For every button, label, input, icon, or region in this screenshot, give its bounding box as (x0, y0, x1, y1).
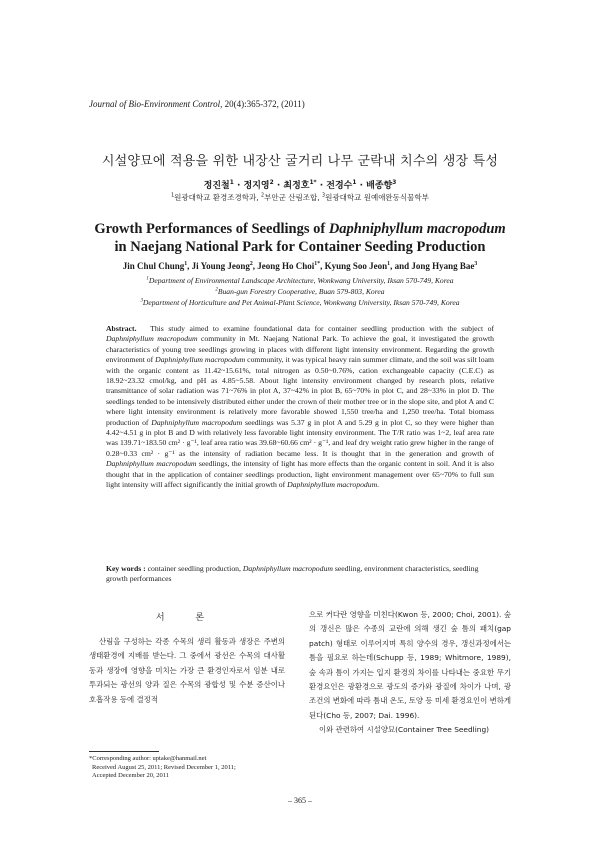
keywords: Key words : container seedling production, Daphniphyllum macropodum seedling, environment characteristics, seedling growth performances (106, 564, 479, 584)
accepted-date: Accepted December 20, 2011 (92, 772, 170, 780)
affiliation-mark: 3 (322, 192, 326, 199)
english-authors: Jin Chul Chung$^1$, Ji Young Jeong$^2$, Jeong Ho Choi$^{1*}$, Kyung Soo Jeon$^1$, and Jong Hyang Bae$^3$ (122, 261, 478, 271)
korean-author-name: 배종향 (366, 181, 393, 191)
author-separator: · (356, 181, 367, 191)
author-affiliation-mark: 1* (309, 180, 317, 186)
korean-affiliations (0, 192, 600, 203)
english-author-name: Kyung Soo Jeon (324, 261, 388, 271)
author-affiliation-mark: 3 (474, 261, 478, 267)
english-title-line1: Growth Performances of Seedlings of (94, 221, 329, 237)
author-affiliation-mark: 2 (249, 261, 253, 267)
received-date: Received August 25, 2011; Revised December 1, 2011; (92, 763, 236, 771)
author-affiliation-mark: 1* (314, 261, 321, 267)
english-title-line2: in Naejang National Park for Container Seeding Production (114, 239, 486, 255)
footnote-divider (89, 751, 159, 752)
author-affiliation-mark: 1 (229, 180, 234, 186)
corresponding-author: *Corresponding author: uptake@hanmail.net (89, 755, 207, 762)
korean-author-name: 정진철 (203, 181, 230, 191)
korean-author-name: 전경수 (326, 181, 353, 191)
abstract-label: Abstract. (106, 324, 137, 333)
english-title-species: Daphniphyllum macropodum (328, 221, 506, 237)
author-affiliation-mark: 3 (392, 180, 397, 186)
right-column (309, 608, 511, 738)
korean-authors (0, 178, 600, 191)
journal-issue: 20(4):365-372, (2011) (224, 99, 305, 109)
author-separator: · (273, 181, 284, 191)
english-title (40, 220, 560, 256)
english-author-name: Ji Young Jeong (191, 261, 250, 271)
korean-author-name: 정지영 (243, 181, 270, 191)
page-number: – 365 – (288, 796, 312, 805)
introduction-body: 산림을 구성하는 각종 수목의 생리 활동과 생장은 주변의 생태환경에 지배를 받는다. 그 중에서 광선은 수목의 대사활동과 생장에 영향을 미치는 가장 큰 환경인자로서 임분 내로 투과되는 광선의 양과 질은 수목의 광합성 및 수분 증산이나 호흡작용 등에 결정적 (89, 637, 285, 704)
section-heading-introduction: 서 론 (155, 613, 219, 623)
author-separator: · (316, 181, 327, 191)
right-column-paragraph-1: 으로 커다란 영향을 미친다(Kwon 등, 2000; Choi, 2001). 숲의 갱신은 많은 수종의 교란에 의해 생긴 숲 틈의 패치(gap patch) 형태로 이루어지며 특히 양수의 경우, 갱신과정에서는 틈을 필요로 하는데(Schupp 등, 1989; Whitmore, 1989), 숲 속과 틈이 가지는 입지 환경의 차이를 나타내는 중요한 무기 환경요인은 광환경으로 광도의 증가와 광질에 차이가 나며, 광 조건의 변화에 따라 틈내 온도, 토양 등 미세 환경요인이 변하게 된다(Cho 등, 2007; Dai. 1996). (309, 610, 511, 720)
abstract: Abstract. This study aimed to examine foundational data for container seedling production with the subject of Daphniphyllum macropodum community in Mt. Naejang National Park. To achieve the goal, it investigated the growth characteristics of young tree seedlings growing in places with different light intensity environment. Regarding the growth environment of Daphniphyllum macropodum community, it was typical heavy rain summer climate, and the soil was silt loam with the organic content as 11.42~15.61%, total nitrogen as 0.50~0.76%, cation exchangeable capacity (C.E.C) as 18.92~23.32 cmol/kg, and pH as 4.85~5.58. About light intensity environment changed by research plots, relative transmittance of solar radiation was 71~76% in plot A, 37~42% in plot B, 65~70% in plot C, and 28~33% in plot D. The seedlings tended to be intensively distributed either under the crown of their mother tree or in the slope site, and plot A and C where light intensity environment is relatively more favorable showed 1,550 tree/ha and 1,250 tree/ha. Total biomass production of Daphniphyllum macropodum seedlings was 5.37 g in plot A and 5.29 g in plot C, so they were higher than 4.42~4.51 g in plot B and D with relatively less favorable light intensity environment. The T/R ratio was 1~2, leaf area rate was 139.71~183.50 cm² · g⁻¹, leaf area ratio was 39.68~60.66 cm² · g⁻¹, and leaf dry weight ratio grew higher in the range of 0.28~0.33 cm² · g⁻¹ as the intensity of radiation became less. It is thought that in the generation and growth of Daphniphyllum macropodum seedlings, the intensity of light has more effects than the organic content in soil. And it is also thought that in the application of container seedlings production, light environment management over 65~70% to full sun light intensity will affect significantly the initial growth of Daphniphyllum macropodum. (106, 324, 495, 490)
korean-affiliation-text: 원광대학교 원예애완동식물학부 (325, 193, 429, 202)
english-author-name: Jin Chul Chung (122, 261, 185, 271)
english-affiliation-1: $^1$Department of Environmental Landscape Architecture, Wonkwang University, Iksan 570-749, Korea (146, 276, 454, 285)
author-affiliation-mark: 1 (387, 261, 391, 267)
korean-affiliation-text: 부안군 산림조합, (264, 193, 322, 202)
affiliation-mark: 2 (261, 192, 265, 199)
english-affiliation-2: $^2$Buan-gun Forestry Cooperative, Buan 579-803, Korea (215, 287, 385, 296)
affiliation-mark: 1 (171, 192, 175, 199)
korean-title: 시설양묘에 적용을 위한 내장산 굴거리 나무 군락내 치수의 생장 특성 (101, 154, 499, 169)
journal-citation (89, 99, 305, 109)
journal-name: Journal of Bio-Environment Control, (89, 99, 223, 109)
author-separator: · (233, 181, 244, 191)
author-affiliation-mark: 1 (184, 261, 188, 267)
english-author-name: and Jong Hyang Bae (394, 261, 475, 271)
korean-affiliation-text: 원광대학교 환경조경학과, (174, 193, 262, 202)
author-affiliation-mark: 1 (352, 180, 357, 186)
author-affiliation-mark: 2 (269, 180, 274, 186)
korean-author-name: 최정호 (283, 181, 310, 191)
left-column (89, 610, 285, 707)
keywords-label: Key words : (106, 564, 146, 573)
english-author-name: Jeong Ho Choi (257, 261, 315, 271)
footnote (89, 755, 289, 781)
english-affiliation-3: $^3$Department of Horticulture and Pet Animal-Plant Science, Wonkwang University, Iksan 570-749, Korea (140, 298, 460, 307)
right-column-paragraph-2: 이와 관련하여 시설양묘(Container Tree Seedling) (319, 725, 490, 735)
